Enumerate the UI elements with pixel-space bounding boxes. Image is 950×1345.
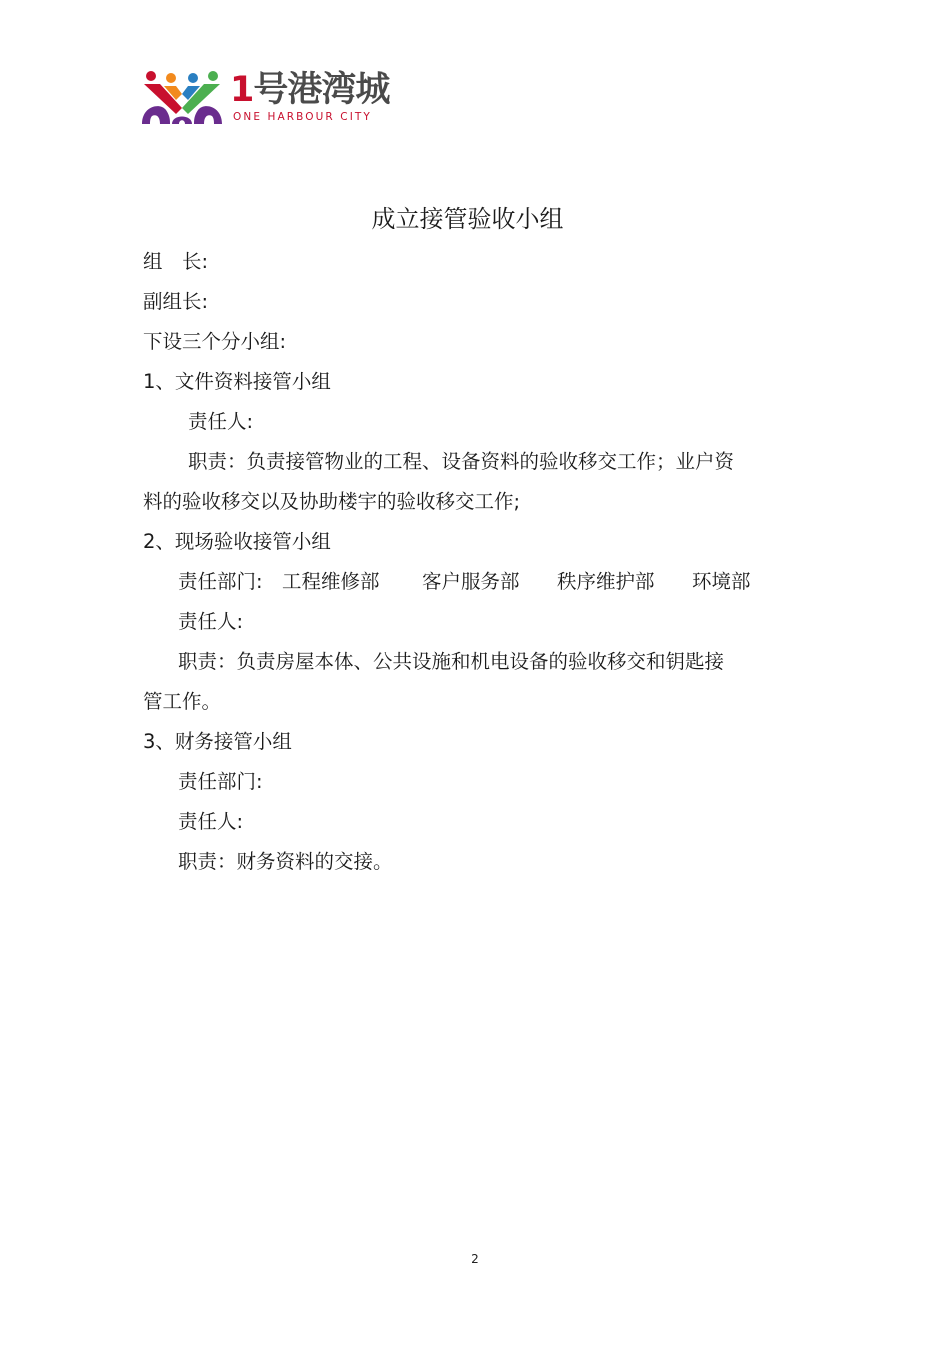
group2-duty-line1: 职责：负责房屋本体、公共设施和机电设备的验收移交和钥匙接 (178, 650, 725, 673)
logo-number: 1 (230, 70, 254, 110)
company-logo (142, 70, 442, 126)
group2-person: 责任人: (178, 610, 244, 633)
logo-people-icon (142, 70, 222, 124)
group2-dept-label: 责任部门: (178, 570, 263, 593)
group1-person: 责任人: (188, 410, 254, 433)
group1-duty-line2: 料的验收移交以及协助楼宇的验收移交工作; (143, 490, 521, 513)
logo-english-name: ONE HARBOUR CITY (233, 111, 372, 123)
group3-heading: 3、财务接管小组 (143, 730, 292, 753)
logo-chinese-name (230, 70, 389, 110)
group1-heading: 1、文件资料接管小组 (143, 370, 331, 393)
subgroups-intro: 下设三个分小组: (143, 330, 287, 353)
page-number: 2 (471, 1252, 479, 1266)
group2-dept-environment: 环境部 (692, 570, 751, 593)
group2-dept-customer-service: 客户服务部 (422, 570, 520, 593)
group3-person: 责任人: (178, 810, 244, 833)
group2-dept-engineering: 工程维修部 (282, 570, 380, 593)
deputy-leader-line: 副组长: (143, 290, 209, 313)
group2-dept-security: 秩序维护部 (557, 570, 655, 593)
leader-line: 组 长: (143, 250, 209, 273)
group3-dept: 责任部门: (178, 770, 263, 793)
group3-duty: 职责：财务资料的交接。 (178, 850, 393, 873)
group1-duty-line1: 职责：负责接管物业的工程、设备资料的验收移交工作；业户资 (188, 450, 735, 473)
document-title: 成立接管验收小组 (371, 205, 564, 233)
group2-heading: 2、现场验收接管小组 (143, 530, 331, 553)
logo-name: 号港湾城 (253, 70, 390, 110)
group2-duty-line2: 管工作。 (143, 690, 222, 713)
